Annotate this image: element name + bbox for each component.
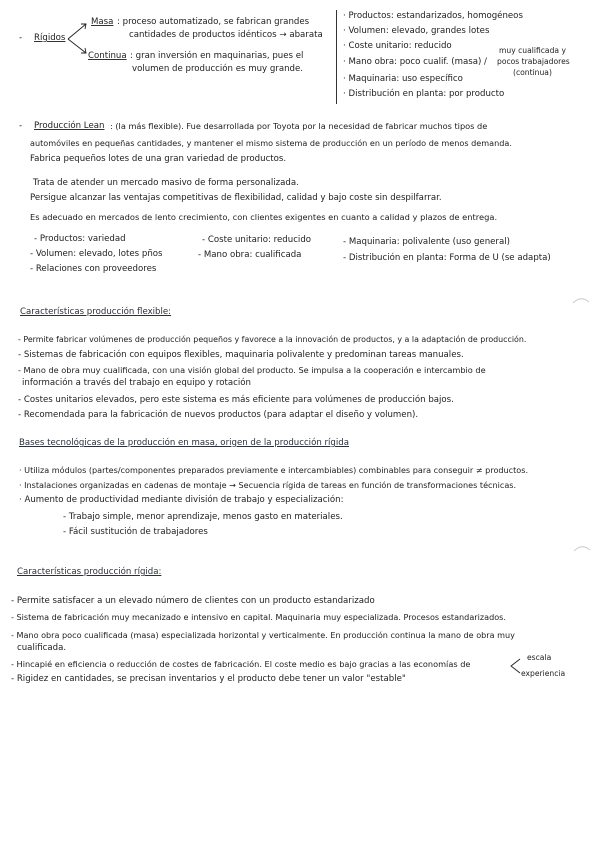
list-item: · Instalaciones organizadas en cadenas de montaje → Secuencia rígida de tareas en función de transformaciones técnicas.: [19, 480, 517, 490]
list-item: - Productos: variedad: [34, 234, 126, 244]
list-item: · Coste unitario: reducido: [343, 41, 452, 51]
list-item: - Mano obra poco cualificada (masa) especializada horizontal y verticalmente. En producción continua la mano de obra muy: [11, 630, 515, 640]
list-item: - Recomendada para la fabricación de nuevos productos (para adaptar el diseño y volumen).: [18, 410, 419, 420]
lean-line-5: Persigue alcanzar las ventajas competitivas de flexibilidad, calidad y bajo coste sin despilfarrar.: [30, 193, 442, 203]
lean-line-1: : (la más flexible). Fue desarrollada por Toyota por la necesidad de fabricar muchos tipos de: [110, 121, 488, 131]
list-item: · Volumen: elevado, grandes lotes: [343, 26, 490, 36]
masa-label: Masa: [91, 17, 114, 27]
continua-text-1: : gran inversión en maquinarias, pues el: [130, 51, 304, 61]
rigida-heading: Características producción rígida:: [17, 567, 162, 577]
list-item: - Maquinaria: polivalente (uso general): [343, 237, 510, 247]
rigidos-dash: -: [19, 33, 23, 43]
vertical-divider: [336, 10, 337, 104]
list-item: - Rigidez en cantidades, se precisan inventarios y el producto debe tener un valor "estable": [11, 674, 406, 684]
list-item: - Sistemas de fabricación con equipos flexibles, maquinaria polivalente y predominan tareas manuales.: [18, 350, 464, 360]
hole-punch-mark-icon: [571, 294, 591, 306]
lean-title: Producción Lean: [34, 121, 105, 131]
branch-arrows-icon: [66, 19, 90, 59]
list-item: - Permite fabricar volúmenes de producción pequeños y favorece a la innovación de productos, y a la adaptación de producción.: [18, 335, 527, 344]
masa-text-2: cantidades de productos idénticos → abarata: [129, 30, 323, 40]
lean-line-4: Trata de atender un mercado masivo de forma personalizada.: [33, 178, 299, 188]
list-item: · Productos: estandarizados, homogéneos: [343, 11, 523, 21]
continua-label: Continua: [88, 51, 127, 61]
list-item: · Mano obra: poco cualif. (masa) /: [343, 57, 487, 67]
list-item: · Distribución en planta: por producto: [343, 89, 505, 99]
list-item: - Volumen: elevado, lotes pños: [30, 249, 163, 259]
lean-line-3: Fabrica pequeños lotes de una gran variedad de productos.: [30, 154, 287, 164]
list-item: - Relaciones con proveedores: [30, 264, 157, 274]
lean-line-2: automóviles en pequeñas cantidades, y mantener el mismo sistema de producción en un período de menos demanda.: [30, 138, 512, 148]
list-item: - Mano obra: cualificada: [198, 250, 302, 260]
economias-experiencia: experiencia: [521, 669, 566, 678]
masa-text-1: : proceso automatizado, se fabrican grandes: [117, 17, 310, 27]
list-item: - Fácil sustitución de trabajadores: [63, 527, 208, 537]
list-item: · Aumento de productividad mediante división de trabajo y especialización:: [19, 495, 344, 505]
list-item: - Costes unitarios elevados, pero este sistema es más eficiente para volúmenes de producción bajos.: [18, 395, 454, 405]
bases-heading: Bases tecnológicas de la producción en masa, origen de la producción rígida: [19, 438, 349, 448]
economias-escala: escala: [527, 653, 552, 662]
list-item: - Sistema de fabricación muy mecanizado e intensivo en capital. Maquinaria muy especializada. Procesos estandarizados.: [11, 612, 506, 622]
continua-text-2: volumen de producción es muy grande.: [132, 64, 304, 74]
side-note: (continua): [513, 68, 552, 77]
list-item: - Distribución en planta: Forma de U (se adapta): [343, 253, 551, 263]
list-item: - Coste unitario: reducido: [202, 235, 312, 245]
list-item: información a través del trabajo en equipo y rotación: [22, 378, 251, 388]
side-note: muy cualificada y: [499, 46, 566, 55]
list-item: - Hincapié en eficiencia o reducción de costes de fabricación. El coste medio es bajo gracias a las economías de: [11, 659, 471, 669]
list-item: cualificada.: [17, 643, 67, 653]
list-item: - Trabajo simple, menor aprendizaje, menos gasto en materiales.: [63, 512, 343, 522]
list-item: - Permite satisfacer a un elevado número de clientes con un producto estandarizado: [11, 596, 375, 606]
list-item: - Mano de obra muy cualificada, con una visión global del producto. Se impulsa a la cooperación e intercambio de: [18, 365, 486, 375]
lean-dash: -: [19, 121, 23, 131]
side-note: pocos trabajadores: [497, 57, 570, 66]
lean-line-6: Es adecuado en mercados de lento crecimiento, con clientes exigentes en cuanto a calidad y plazos de entrega.: [30, 212, 498, 222]
flexible-heading: Características producción flexible:: [20, 307, 172, 317]
rigidos-label: Rígidos: [34, 33, 66, 43]
list-item: · Utiliza módulos (partes/componentes preparados previamente e intercambiables) combinables para conseguir ≠ productos.: [19, 465, 529, 475]
hole-punch-mark-icon: [572, 542, 592, 554]
bracket-brace-icon: [508, 656, 522, 676]
list-item: · Maquinaria: uso específico: [343, 74, 463, 84]
